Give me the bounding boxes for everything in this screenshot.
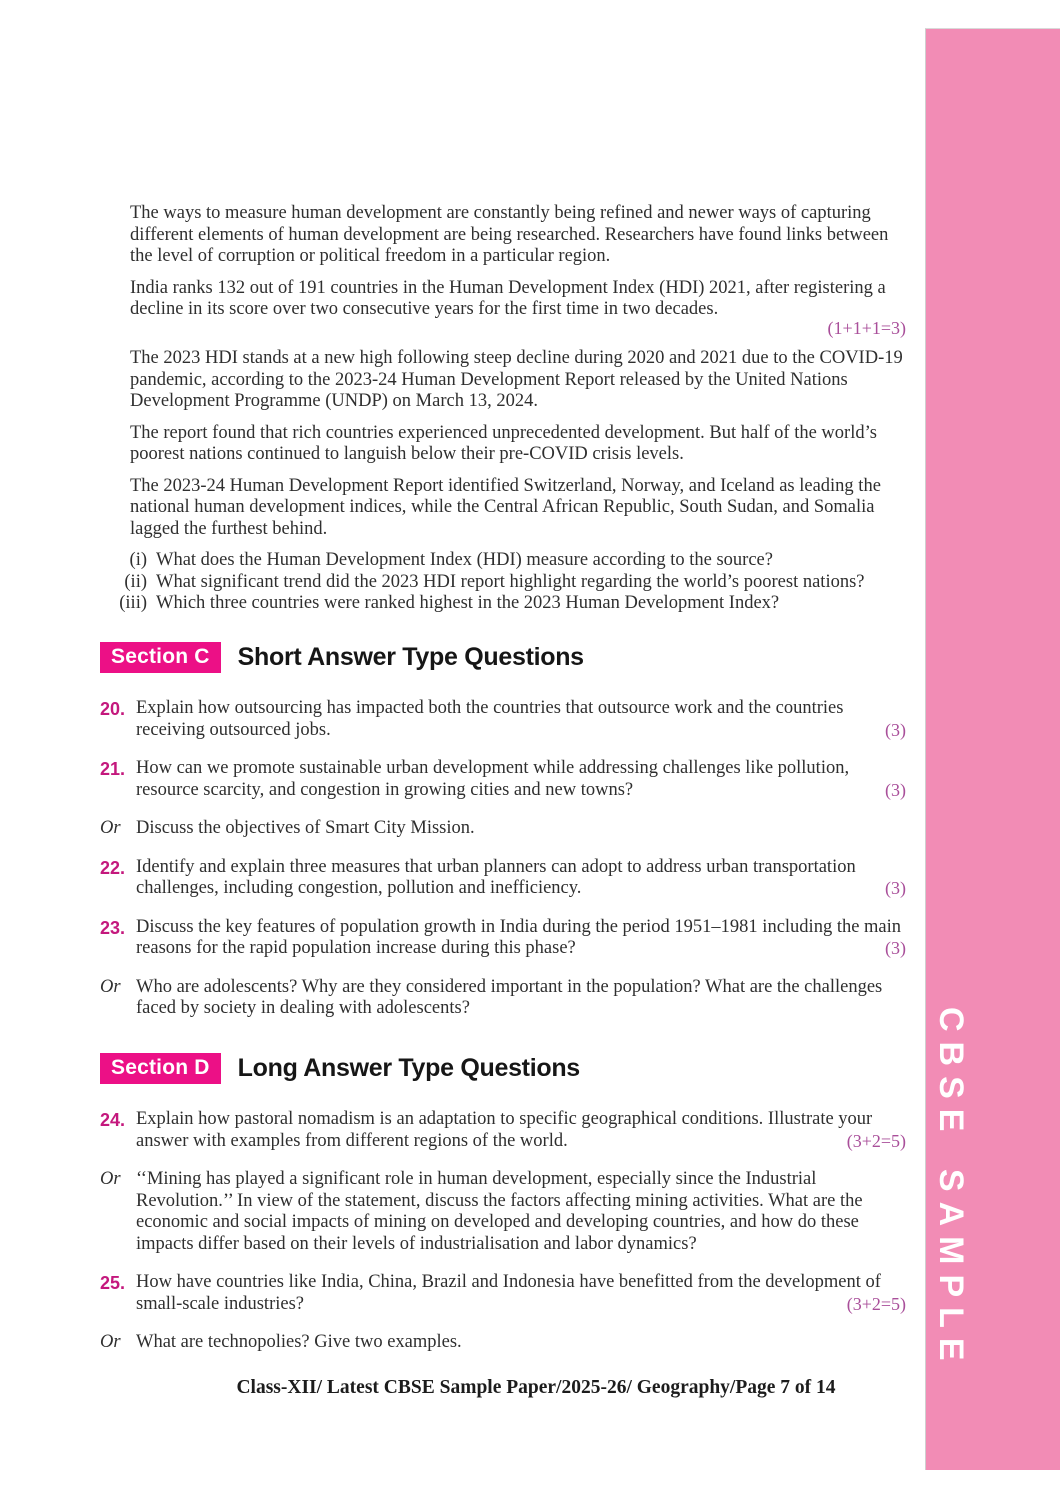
question-row-20 (100, 698, 906, 741)
question-text: Discuss the key features of population growth in India during the period 1951–1981 including the main reasons for the rapid population increase during this phase? (136, 916, 902, 958)
question-number: 24. (100, 1110, 126, 1130)
passage-paragraph: The report found that rich countries experienced unprecedented development. But half of the world’s poorest nations continued to languish below their pre-COVID crisis levels. (130, 422, 877, 464)
question-row-or (100, 1332, 906, 1354)
question-marks: (3) (885, 719, 906, 740)
question-text: Discuss the objectives of Smart City Mission. (136, 818, 475, 838)
section-c-header (100, 642, 906, 674)
subquestion-text: What significant trend did the 2023 HDI report highlight regarding the world’s poorest nations? (156, 571, 865, 592)
question-text: How can we promote sustainable urban development while addressing challenges like pollution, resource scarcity, and congestion in growing cities and new towns? (136, 758, 850, 800)
passage-paragraph: The 2023-24 Human Development Report identified Switzerland, Norway, and Iceland as leading the national human development indices, while the Central African Republic, South Sudan, and Somalia lagged the furthest behind. (130, 475, 881, 539)
paper-content (100, 203, 906, 1398)
question-number: 25. (100, 1273, 126, 1293)
question-marks: (3) (885, 938, 906, 958)
question-text: Who are adolescents? Why are they considered important in the population? What are the challenges faced by society in dealing with adolescents? (136, 976, 883, 1018)
question-number: 23. (100, 917, 126, 938)
question-text: What are technopolies? Give two examples. (136, 1332, 462, 1352)
question-text: Explain how outsourcing has impacted both the countries that outsource work and the countries receiving outsourced jobs. (136, 698, 844, 740)
question-marks: (3+2=5) (846, 1293, 906, 1314)
question-marks: (3) (885, 779, 906, 800)
subquestion-row (100, 593, 906, 615)
question-row-or (100, 1169, 906, 1255)
subquestion-label: (ii) (124, 571, 147, 592)
passage-paragraph: The ways to measure human development are constantly being refined and newer ways of capturing different elements of human development are being researched. Researchers have found links between the level of corruption or political freedom in a particular region. (130, 203, 889, 266)
question-row-23 (100, 917, 906, 960)
question-row-21 (100, 758, 906, 801)
passage-paragraph: India ranks 132 out of 191 countries in the Human Development Index (HDI) 2021, after registering a decline in its score over two consecutive years for the first time in two decades. (130, 277, 886, 319)
subquestion-text: Which three countries were ranked highest in the 2023 Human Development Index? (156, 593, 780, 613)
marks-label: (1+1+1=3) (827, 317, 906, 338)
subquestion-text: What does the Human Development Index (HDI) measure according to the source? (156, 550, 773, 570)
question-text: Explain how pastoral nomadism is an adaptation to specific geographical conditions. Illustrate your answer with examples from different regions of the world. (136, 1109, 873, 1151)
question-number: 21. (100, 759, 126, 779)
question-row-22 (100, 857, 906, 900)
subquestion-row (100, 550, 906, 572)
question-text: Identify and explain three measures that urban planners can adopt to address urban transportation challenges, including congestion, pollution and inefficiency. (136, 856, 856, 898)
question-text: How have countries like India, China, Brazil and Indonesia have benefitted from the development of small-scale industries? (136, 1272, 881, 1314)
question-row-25 (100, 1272, 906, 1315)
section-d-title: Long Answer Type Questions (237, 1053, 580, 1082)
question-number: 20. (100, 699, 126, 719)
section-c-badge: Section C (100, 642, 221, 674)
passage-paragraph: The 2023 HDI stands at a new high following steep decline during 2020 and 2021 due to the COVID-19 pandemic, according to the 2023-24 Human Development Report released by the United Nations Development Programme (UNDP) on March 13, 2024. (130, 348, 903, 411)
question-row-or (100, 977, 906, 1020)
question-text: ‘‘Mining has played a significant role in human development, especially since the Industrial Revolution.’’ In view of the statement, discuss the factors affecting mining activities. What are the economic and social impacts of mining on developed and developing countries, and how do these impacts differ based on their levels of industrialisation and labor dynamics? (136, 1169, 863, 1254)
or-label: Or (100, 818, 121, 838)
or-label: Or (100, 1169, 121, 1189)
cbse-sample-strip (925, 28, 1060, 1470)
question-marks: (3+2=5) (846, 1130, 906, 1151)
section-c-title: Short Answer Type Questions (237, 642, 584, 671)
question-marks: (3) (885, 878, 906, 898)
section-d-header (100, 1053, 906, 1085)
subquestion-row (100, 572, 906, 594)
page-footer: Class-XII/ Latest CBSE Sample Paper/2025-26/ Geography/Page 7 of 14 (236, 1376, 836, 1398)
or-label: Or (100, 976, 121, 997)
question-row-or (100, 818, 906, 840)
subquestion-label: (iii) (119, 593, 147, 613)
section-d-badge: Section D (100, 1053, 221, 1085)
question-number: 22. (100, 857, 126, 878)
or-label: Or (100, 1332, 121, 1352)
question-row-24 (100, 1109, 906, 1152)
subquestion-label: (i) (129, 550, 147, 570)
cbse-sample-vertical-label: CBSE SAMPLE (932, 1007, 970, 1371)
